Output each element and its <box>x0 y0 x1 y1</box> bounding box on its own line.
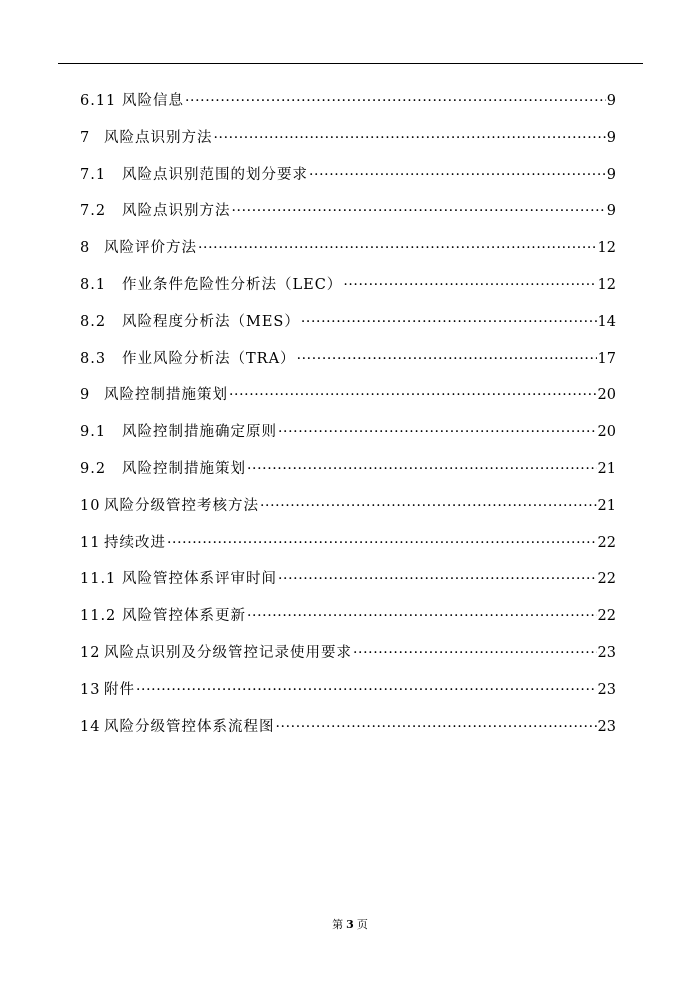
toc-dot-leader <box>247 461 597 477</box>
toc-entry-page: 21 <box>597 460 616 477</box>
toc-entry-number: 9.2 <box>80 460 107 477</box>
toc-entry-page: 17 <box>597 350 616 367</box>
header-rule <box>58 63 643 64</box>
toc-entry[interactable] <box>80 236 616 273</box>
toc-entry-title: 风险控制措施策划 <box>122 460 246 477</box>
toc-dot-leader <box>214 130 606 146</box>
toc-dot-leader <box>167 535 597 551</box>
toc-entry-title: 风险点识别及分级管控记录使用要求 <box>104 644 352 661</box>
toc-entry-number: 6.11 <box>80 93 117 109</box>
toc-entry-title: 作业条件危险性分析法（LEC） <box>122 276 343 293</box>
toc-entry-number: 8 <box>80 240 91 257</box>
toc-dot-leader <box>278 571 597 587</box>
toc-entry[interactable] <box>80 89 616 126</box>
toc-dot-leader <box>232 203 606 219</box>
toc-entry-number: 10 <box>80 497 101 514</box>
toc-dot-leader <box>297 351 597 367</box>
toc-entry[interactable] <box>80 604 616 641</box>
toc-entry-page: 22 <box>597 571 616 588</box>
toc-dot-leader <box>309 167 606 183</box>
toc-dot-leader <box>278 424 597 440</box>
toc-dot-leader <box>136 682 597 698</box>
toc-entry-title: 附件 <box>104 681 135 698</box>
toc-entry-number: 9.1 <box>80 424 107 441</box>
toc-entry-number: 12 <box>80 644 101 661</box>
toc-entry-page: 23 <box>597 718 616 735</box>
toc-entry-title: 风险管控体系评审时间 <box>122 571 277 588</box>
toc-entry-number: 8.2 <box>80 313 107 330</box>
toc-entry-title: 风险信息 <box>122 93 184 109</box>
toc-entry-number: 8.1 <box>80 276 107 293</box>
toc-entry-title: 风险控制措施策划 <box>104 387 228 404</box>
toc-entry-title: 风险程度分析法（MES） <box>122 313 300 330</box>
footer-suffix: 页 <box>356 918 368 931</box>
toc-entry-page: 12 <box>597 276 616 293</box>
toc-entry[interactable] <box>80 457 616 494</box>
toc-entry-title: 作业风险分析法（TRA） <box>122 350 296 367</box>
toc-entry-title: 风险管控体系更新 <box>122 608 246 625</box>
toc-dot-leader <box>260 498 597 514</box>
toc-entry-number: 11.2 <box>80 608 117 625</box>
footer-prefix: 第 <box>332 918 344 931</box>
toc-entry-title: 风险分级管控考核方法 <box>104 497 259 514</box>
toc-entry-number: 14 <box>80 718 101 735</box>
toc-entry[interactable] <box>80 641 616 678</box>
toc-entry-page: 21 <box>597 497 616 514</box>
toc-entry-title: 持续改进 <box>104 534 166 551</box>
toc-entry[interactable] <box>80 347 616 384</box>
toc-entry[interactable] <box>80 310 616 347</box>
toc-entry-page: 23 <box>597 644 616 661</box>
toc-entry-number: 13 <box>80 681 101 698</box>
toc-entry-page: 9 <box>606 203 616 220</box>
toc-entry[interactable] <box>80 163 616 200</box>
toc-entry-number: 11.1 <box>80 571 117 588</box>
toc-entry-title: 风险点识别范围的划分要求 <box>122 166 308 183</box>
toc-entry-title: 风险控制措施确定原则 <box>122 424 277 441</box>
toc-entry-page: 20 <box>597 387 616 404</box>
toc-entry[interactable] <box>80 126 616 163</box>
toc-entry[interactable] <box>80 273 616 310</box>
toc-dot-leader <box>353 645 597 661</box>
toc-entry-page: 12 <box>597 240 616 257</box>
toc-entry-page: 20 <box>597 424 616 441</box>
toc-dot-leader <box>198 240 597 256</box>
toc-entry-page: 23 <box>597 681 616 698</box>
toc-entry-number: 11 <box>80 534 101 551</box>
toc-entry-title: 风险评价方法 <box>104 240 197 257</box>
toc-entry[interactable] <box>80 715 616 752</box>
toc-dot-leader <box>301 314 597 330</box>
toc-entry-page: 9 <box>606 93 616 109</box>
toc-entry[interactable] <box>80 494 616 531</box>
toc-entry-number: 7.2 <box>80 203 107 220</box>
toc-entry-title: 风险点识别方法 <box>104 129 213 146</box>
toc-dot-leader <box>247 608 597 624</box>
toc-entry-title: 风险分级管控体系流程图 <box>104 718 275 735</box>
toc-entry[interactable] <box>80 199 616 236</box>
toc-entry-page: 9 <box>606 166 616 183</box>
toc-entry-number: 7 <box>80 129 91 146</box>
toc-entry[interactable] <box>80 531 616 568</box>
toc-entry-number: 8.3 <box>80 350 107 367</box>
footer-page-number: 3 <box>346 918 354 931</box>
toc-entry-page: 22 <box>597 534 616 551</box>
toc-entry[interactable] <box>80 420 616 457</box>
toc-entry[interactable] <box>80 383 616 420</box>
table-of-contents <box>80 89 616 751</box>
toc-entry-page: 22 <box>597 608 616 625</box>
page-footer <box>0 916 700 932</box>
toc-entry-number: 9 <box>80 387 91 404</box>
toc-entry-number: 7.1 <box>80 166 107 183</box>
toc-entry-page: 9 <box>606 129 616 146</box>
toc-dot-leader <box>229 387 597 403</box>
toc-dot-leader <box>343 277 596 293</box>
toc-entry[interactable] <box>80 678 616 715</box>
toc-entry-title: 风险点识别方法 <box>122 203 231 220</box>
toc-entry-page: 14 <box>597 313 616 330</box>
toc-entry[interactable] <box>80 567 616 604</box>
toc-dot-leader <box>185 93 606 109</box>
toc-dot-leader <box>276 719 597 735</box>
